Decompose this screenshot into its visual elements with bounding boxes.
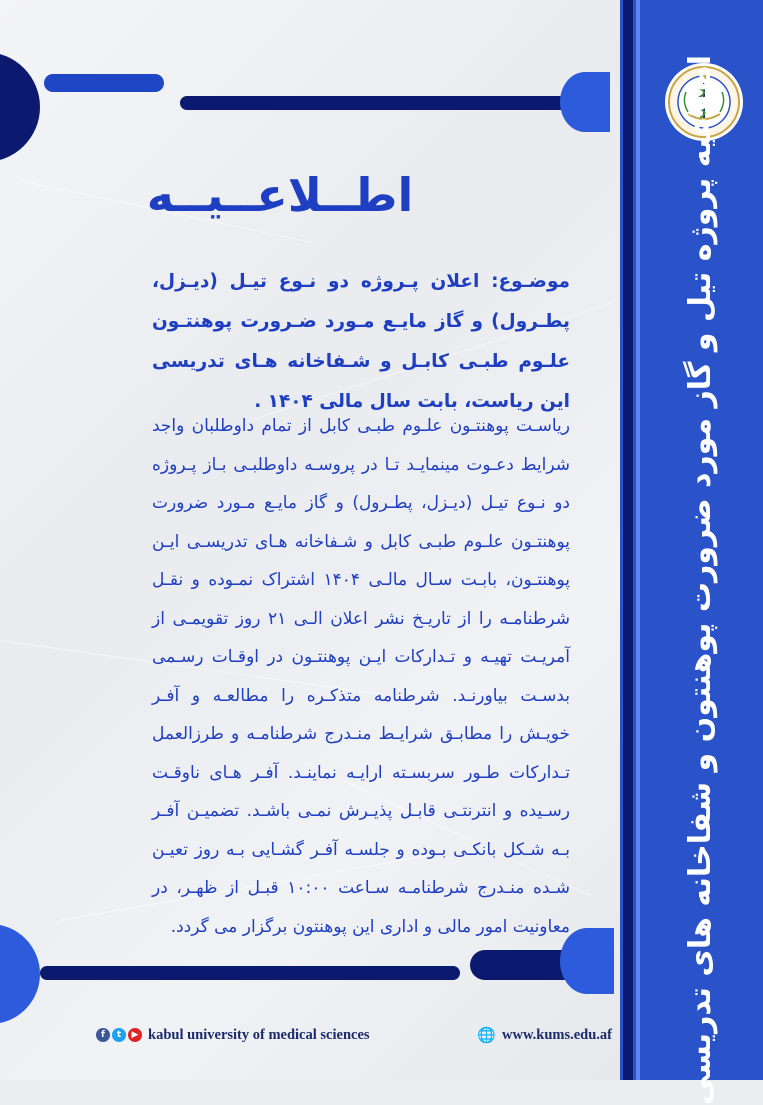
subject-paragraph: موضـوع: اعلان پـروژه دو نـوع تیـل (دیـزل، پطـرول) و گاز مایـع مـورد ضـرورت پوهنتـون علـوم طبـی کابـل و شـفاخانه هـای تدریسی این ریاست، بابت سال مالی ۱۴۰۴ . bbox=[152, 271, 570, 412]
side-title-text: اطلاعیه پروژه تیل و گاز مورد ضرورت پوهنتون و شفاخانه های تدریسی bbox=[682, 54, 718, 1105]
side-panel-stripe bbox=[623, 0, 633, 1080]
side-panel-title bbox=[640, 54, 760, 1105]
twitter-icon[interactable]: t bbox=[112, 1028, 126, 1042]
top-blue-bar bbox=[44, 74, 164, 92]
university-name: kabul university of medical sciences bbox=[148, 1026, 370, 1043]
globe-icon: 🌐 bbox=[477, 1026, 497, 1044]
top-navy-bar bbox=[180, 96, 600, 110]
announcement-heading: اطــلاعــیــه bbox=[146, 168, 414, 222]
top-right-blob bbox=[560, 72, 610, 132]
website-link[interactable]: www.kums.edu.af bbox=[502, 1026, 612, 1043]
bottom-navy-bar bbox=[40, 966, 460, 980]
youtube-icon[interactable]: ▶ bbox=[128, 1028, 142, 1042]
announcement-body: ریاسـت پوهنتـون علـوم طبـی کابل از تمام داوطلبان واجد شرایط دعـوت مینمایـد تـا در پروسـه داوطلبـی بـاز پـروژه دو نـوع تیـل (دیـزل، پطـرول) و گاز مایـع مـورد ضرورت پوهنتـون علـوم طبـی کابل و شـفاخانه هـای تدریسـی ایـن پوهنتـون، بابـت سـال مالـی ۱۴۰۴ اشتراک نمـوده و نقـل شرطنامـه را از تاریـخ نشر اعلان الـی ۲۱ روز تقویمـی از آمریـت تهیـه و تـدارکات ایـن پوهنتـون در اوقـات رسـمی بدسـت بیاورنـد. شرطنامه متذکـره را مطالعـه و آفـر خویـش را مطابـق شرایـط منـدرج شرطنامـه و طرزالعمل تـدارکات طـور سربسـته ارایـه نماینـد. آفـر هـای ناوقـت رسـیده و انترنتـی قابـل پذیـرش نمـی باشـد. تضمیـن آفـر بـه شـکل بانکـی بـوده و جلسـه آفـر گشـایی بـه روز تعیـن شـده منـدرج شرطنامـه سـاعت ۱۰:۰۰ قبـل از ظهـر، در معاونیت امور مالی و اداری این پوهنتون برگزار می گردد. bbox=[152, 416, 570, 937]
footer bbox=[96, 1022, 616, 1048]
facebook-icon[interactable]: f bbox=[96, 1028, 110, 1042]
